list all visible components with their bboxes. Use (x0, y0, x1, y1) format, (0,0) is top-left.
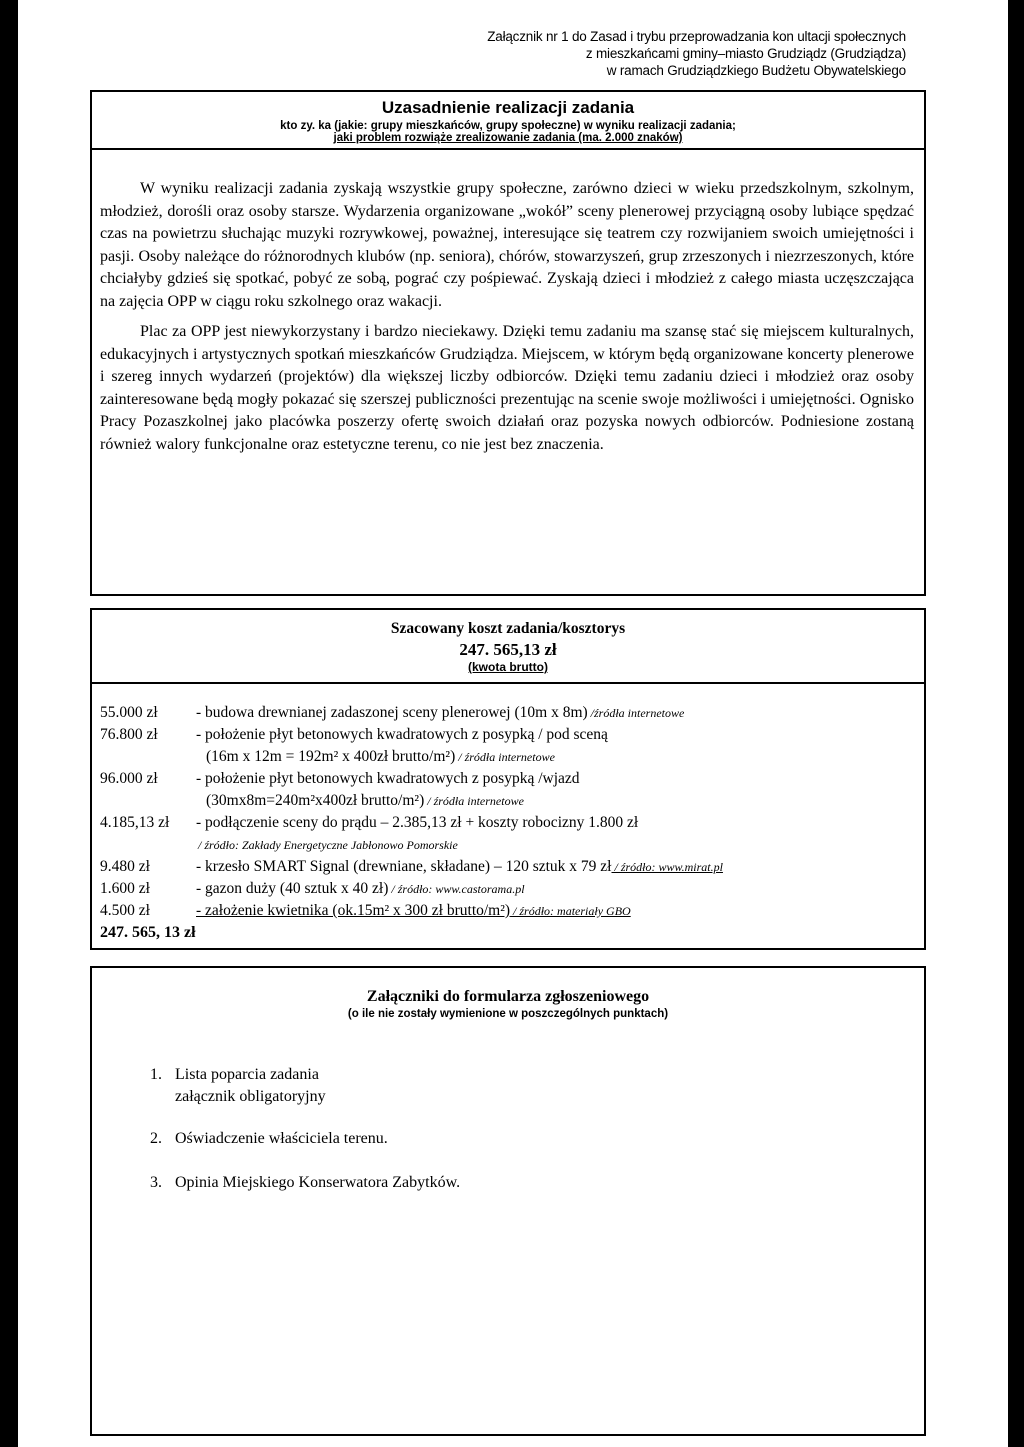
document-page (18, 0, 1008, 1447)
justification-title: Uzasadnienie realizacji zadania (381, 98, 635, 117)
cost-item-detail: (16m x 12m = 192m² x 400zł brutto/m²) (206, 748, 456, 765)
cost-item-desc: - gazon duży (40 sztuk x 40 zł) (196, 880, 389, 897)
cost-title: Szacowany koszt zadania/kosztorys (390, 620, 626, 637)
cost-item-amount: 1.600 zł (100, 880, 150, 897)
attachment-text: Opinia Miejskiego Konserwatora Zabytków. (175, 1174, 461, 1191)
attachment-note: załącznik obligatoryjny (175, 1088, 326, 1105)
header-line-2: z mieszkańcami gminy–miasto Grudziądz (Grudziądza) (585, 46, 906, 61)
cost-item-amount: 76.800 zł (100, 726, 158, 743)
attachments-title: Załączniki do formularza zgłoszeniowego (366, 988, 650, 1005)
justification-subtitle-1: kto zy. ka (jakie: grupy mieszkańców, grupy społeczne) w wyniku realizacji zadania; (280, 120, 736, 132)
cost-item-detail: (30mx8m=240m²x400zł brutto/m²) (206, 792, 425, 809)
cost-item-desc: - położenie płyt betonowych kwadratowych z posypką /wjazd (196, 770, 580, 787)
attachment-number: 3. (150, 1174, 162, 1191)
cost-item-source: / źródło: Zakłady Energetyczne Jabłonowo Pomorskie (198, 838, 458, 852)
attachment-number: 1. (150, 1066, 162, 1083)
justification-subtitle-2: jaki problem rozwiąże zrealizowanie zadania (ma. 2.000 znaków) (333, 132, 683, 144)
cost-amount: 247. 565,13 zł (459, 640, 557, 659)
cost-item-amount: 4.185,13 zł (100, 814, 170, 831)
cost-section (90, 608, 926, 950)
cost-item-source: / źródło: www.castorama.pl (388, 882, 525, 896)
cost-item-amount: 4.500 zł (100, 902, 150, 919)
attachment-item (150, 1064, 924, 1108)
justification-section (90, 90, 926, 596)
cost-item (100, 724, 924, 768)
cost-item-source: / źródło: materiały GBO (510, 904, 631, 918)
cost-item-amount: 96.000 zł (100, 770, 158, 787)
cost-item (100, 900, 924, 922)
attachments-header (92, 968, 924, 1020)
cost-item-source: / źródła internetowe (424, 794, 524, 808)
attachment-text: Lista poparcia zadania (175, 1066, 319, 1083)
justification-body (92, 150, 924, 456)
attachments-subtitle: (o ile nie zostały wymienione w poszczególnych punktach) (347, 1008, 669, 1020)
cost-item-desc: - krzesło SMART Signal (drewniane, składane) – 120 sztuk x 79 zł (196, 858, 612, 875)
cost-item (100, 812, 924, 856)
cost-item-desc: - położenie płyt betonowych kwadratowych z posypką / pod sceną (196, 726, 608, 743)
cost-header (92, 610, 924, 684)
cost-item-amount: 55.000 zł (100, 704, 158, 721)
cost-total: 247. 565, 13 zł (100, 924, 196, 941)
justification-header (92, 92, 924, 150)
cost-item (100, 878, 924, 900)
cost-item-source: / źródło: www.mirat.pl (611, 860, 723, 874)
attachment-number: 2. (150, 1130, 162, 1147)
cost-item (100, 768, 924, 812)
cost-item-desc: - budowa drewnianej zadaszonej sceny plenerowej (10m x 8m) (196, 704, 588, 721)
cost-item (100, 856, 924, 878)
document-header (18, 28, 906, 79)
cost-item (100, 702, 924, 724)
attachment-item (150, 1172, 924, 1194)
cost-item-source: / źródła internetowe (455, 750, 555, 764)
header-line-3: w ramach Grudziądzkiego Budżetu Obywatelskiego (606, 63, 906, 78)
cost-item-desc: - podłączenie sceny do prądu – 2.385,13 zł + koszty robocizny 1.800 zł (196, 814, 639, 831)
header-line-1: Załącznik nr 1 do Zasad i trybu przeprowadzania kon ultacji społecznych (487, 29, 906, 44)
cost-item-amount: 9.480 zł (100, 858, 150, 875)
cost-item-desc: - założenie kwietnika (ok.15m² x 300 zł brutto/m²) (196, 902, 511, 919)
attachments-list (92, 1020, 924, 1194)
cost-amount-note: (kwota brutto) (468, 660, 548, 674)
justification-paragraph-1: W wyniku realizacji zadania zyskają wszystkie grupy społeczne, zarówno dzieci w wieku przedszkolnym, szkolnym, młodzież, dorośli oraz osoby starsze. Wydarzenia organizowane „wokół” sceny plenerowej przyciągną osoby lubiące spędzać czas na powietrzu słuchając muzyki rozrywkowej, poważnej, interesujące się teatrem czy rozwijaniem swoich umiejętności i pasji. Osoby należące do różnorodnych klubów (np. seniora), chórów, stowarzyszeń, grup zrzeszonych i niezrzeszonych, które chciałyby gdzieś się spotkać, pobyć ze sobą, pograć czy pośpiewać. Zyskają dzieci i młodzież z całego miasta uczęszczająca na zajęcia OPP w ciągu roku szkolnego oraz wakacji. (100, 180, 914, 310)
cost-list (92, 684, 924, 944)
attachments-section (90, 966, 926, 1436)
cost-item-source: /źródła internetowe (587, 706, 685, 720)
attachment-item (150, 1128, 924, 1150)
justification-paragraph-2: Plac za OPP jest niewykorzystany i bardzo nieciekawy. Dzięki temu zadaniu ma szansę stać się miejscem kulturalnych, edukacyjnych i artystycznych spotkań mieszkańców Grudziądza. Miejscem, w którym będą organizowane koncerty plenerowe i szereg innych wydarzeń (projektów) dla większej liczby odbiorców. Dzięki temu zadaniu dzieci i młodzież oraz osoby zainteresowane będą mogły pokazać się szerszej publiczności prezentując na scenie swoje możliwości i umiejętności. Ognisko Pracy Pozaszkolnej jako placówka poszerzy ofertę swoich działań oraz pozyska nowych odbiorców. Podniesione zostaną również walory funkcjonalne oraz estetyczne terenu, co nie jest bez znaczenia. (100, 323, 914, 453)
attachment-text: Oświadczenie właściciela terenu. (175, 1130, 388, 1147)
